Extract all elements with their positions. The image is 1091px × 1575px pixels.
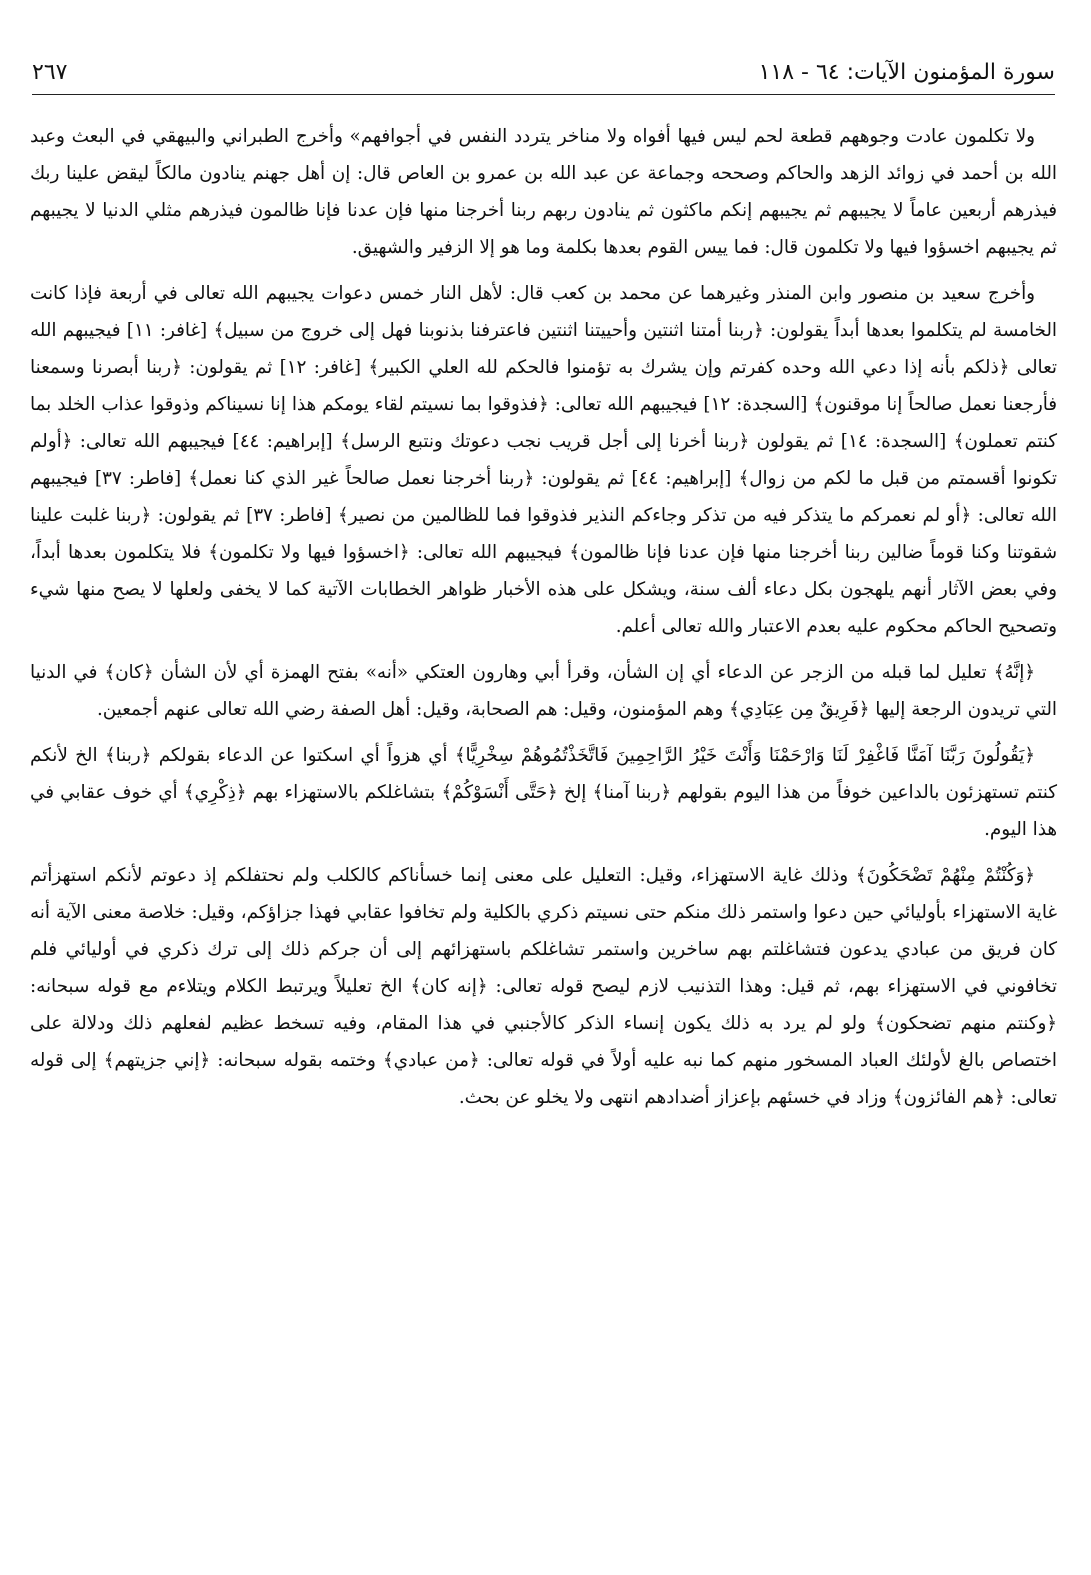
page-number: ٢٦٧ xyxy=(32,60,68,85)
paragraph-4: ﴿يَقُولُونَ رَبَّنَا آمَنَّا فَاغْفِرْ لَنَا وَارْحَمْنَا وَأَنْتَ خَيْرُ الرَّاحِمِينَ فَاتَّخَذْتُمُوهُمْ سِخْرِيًّا﴾ أي هزواً أي اسكتوا عن الدعاء بقولكم ﴿ربنا﴾ الخ لأنكم كنتم تستهزئون بالداعين خوفاً من هذا اليوم بقولهم ﴿ربنا آمنا﴾ إلخ ﴿حَتَّى أَنْسَوْكُمْ﴾ بتشاغلكم بالاستهزاء بهم ﴿ذِكْرِي﴾ أي خوف عقابي في هذا اليوم. xyxy=(30,745,1057,840)
paragraph-1: ولا تكلمون عادت وجوههم قطعة لحم ليس فيها أفواه ولا مناخر يتردد النفس في أجوافهم» وأخرج الطبراني والبيهقي في البعث وعبد الله بن أحمد في زوائد الزهد والحاكم وصححه وجماعة عن عبد الله بن عمرو بن العاص قال: إن أهل جهنم ينادون مالكاً ليقض علينا ربك فيذرهم أربعين عاماً لا يجيبهم ثم يجيبهم إنكم ماكثون ثم ينادون ربهم ربنا أخرجنا منها فإن عدنا فإنا ظالمون فيذرهم مثلي الدنيا لا يجيبهم ثم يجيبهم اخسؤوا فيها ولا تكلمون قال: فما ييس القوم بعدها بكلمة وما هو إلا الزفير والشهيق. xyxy=(30,126,1057,258)
header-title: سورة المؤمنون الآيات: ٦٤ - ١١٨ xyxy=(758,60,1055,85)
paragraph-5: ﴿وَكُنْتُمْ مِنْهُمْ تَضْحَكُونَ﴾ وذلك غاية الاستهزاء، وقيل: التعليل على معنى إنما خسأناكم كالكلب ولم نحتفلكم إذ دعوتم لأنكم استهزأتم غاية الاستهزاء بأوليائي حين دعوا واستمر ذلك منكم حتى نسيتم ذكري بالكلية ولم تخافوا عقابي فهذا جزاؤكم، وقيل: خلاصة معنى الآية أنه كان فريق من عبادي يدعون فتشاغلتم بهم ساخرين واستمر تشاغلكم باستهزائهم إلى أن جركم ذلك إلى ترك ذكري في أوليائي فلم تخافوني في الاستهزاء بهم، ثم قيل: وهذا التذنيب لازم ليصح قوله تعالى: ﴿إنه كان﴾ الخ تعليلاً ويرتبط الكلام ويتلاءم مع قوله سبحانه: ﴿وكنتم منهم تضحكون﴾ ولو لم يرد به ذلك يكون إنساء الذكر كالأجنبي في هذا المقام، وفيه تسخط عظيم لفعلهم ذلك ودلالة على اختصاص بالغ لأولئك العباد المسخور منهم كما نبه عليه أولاً في قوله تعالى: ﴿من عبادي﴾ وختمه بقوله سبحانه: ﴿إني جزيتهم﴾ إلى قوله تعالى: ﴿هم الفائزون﴾ وزاد في خسئهم بإعزاز أضدادهم انتهى ولا يخلو عن بحث. xyxy=(30,865,1057,1108)
running-header xyxy=(32,60,1055,95)
page-body xyxy=(30,118,1057,1125)
paragraph-2: وأخرج سعيد بن منصور وابن المنذر وغيرهما عن محمد بن كعب قال: لأهل النار خمس دعوات يجيبهم الله تعالى في أربعة فإذا كانت الخامسة لم يتكلموا بعدها أبداً يقولون: ﴿ربنا أمتنا اثنتين وأحييتنا اثنتين فاعترفنا بذنوبنا فهل إلى خروج من سبيل﴾ [غافر: ١١] فيجيبهم الله تعالى ﴿ذلكم بأنه إذا دعي الله وحده كفرتم وإن يشرك به تؤمنوا فالحكم لله العلي الكبير﴾ [غافر: ١٢] ثم يقولون: ﴿ربنا أبصرنا وسمعنا فأرجعنا نعمل صالحاً إنا موقنون﴾ [السجدة: ١٢] فيجيبهم الله تعالى: ﴿فذوقوا بما نسيتم لقاء يومكم هذا إنا نسيناكم وذوقوا عذاب الخلد بما كنتم تعملون﴾ [السجدة: ١٤] ثم يقولون ﴿ربنا أخرنا إلى أجل قريب نجب دعوتك ونتبع الرسل﴾ [إبراهيم: ٤٤] فيجيبهم الله تعالى: ﴿أولم تكونوا أقسمتم من قبل ما لكم من زوال﴾ [إبراهيم: ٤٤] ثم يقولون: ﴿ربنا أخرجنا نعمل صالحاً غير الذي كنا نعمل﴾ [فاطر: ٣٧] فيجيبهم الله تعالى: ﴿أو لم نعمركم ما يتذكر فيه من تذكر وجاءكم النذير فذوقوا فما للظالمين من نصير﴾ [فاطر: ٣٧] ثم يقولون: ﴿ربنا غلبت علينا شقوتنا وكنا قوماً ضالين ربنا أخرجنا منها فإن عدنا فإنا ظالمون﴾ فيجيبهم الله تعالى: ﴿اخسؤوا فيها ولا تكلمون﴾ فلا يتكلمون بعدها أبداً، وفي بعض الآثار أنهم يلهجون بكل دعاء ألف سنة، ويشكل على هذه الأخبار ظواهر الخطابات الآتية كما لا يخفى ولعلها لا يصح منها شيء وتصحيح الحاكم محكوم عليه بعدم الاعتبار والله تعالى أعلم. xyxy=(30,283,1058,637)
paragraph-3: ﴿إنَّهُ﴾ تعليل لما قبله من الزجر عن الدعاء أي إن الشأن، وقرأ أبي وهارون العتكي «أنه» بفتح الهمزة أي لأن الشأن ﴿كان﴾ في الدنيا التي تريدون الرجعة إليها ﴿فَرِيقٌ مِن عِبَادِي﴾ وهم المؤمنون، وقيل: هم الصحابة، وقيل: أهل الصفة رضي الله تعالى عنهم أجمعين. xyxy=(30,662,1057,720)
